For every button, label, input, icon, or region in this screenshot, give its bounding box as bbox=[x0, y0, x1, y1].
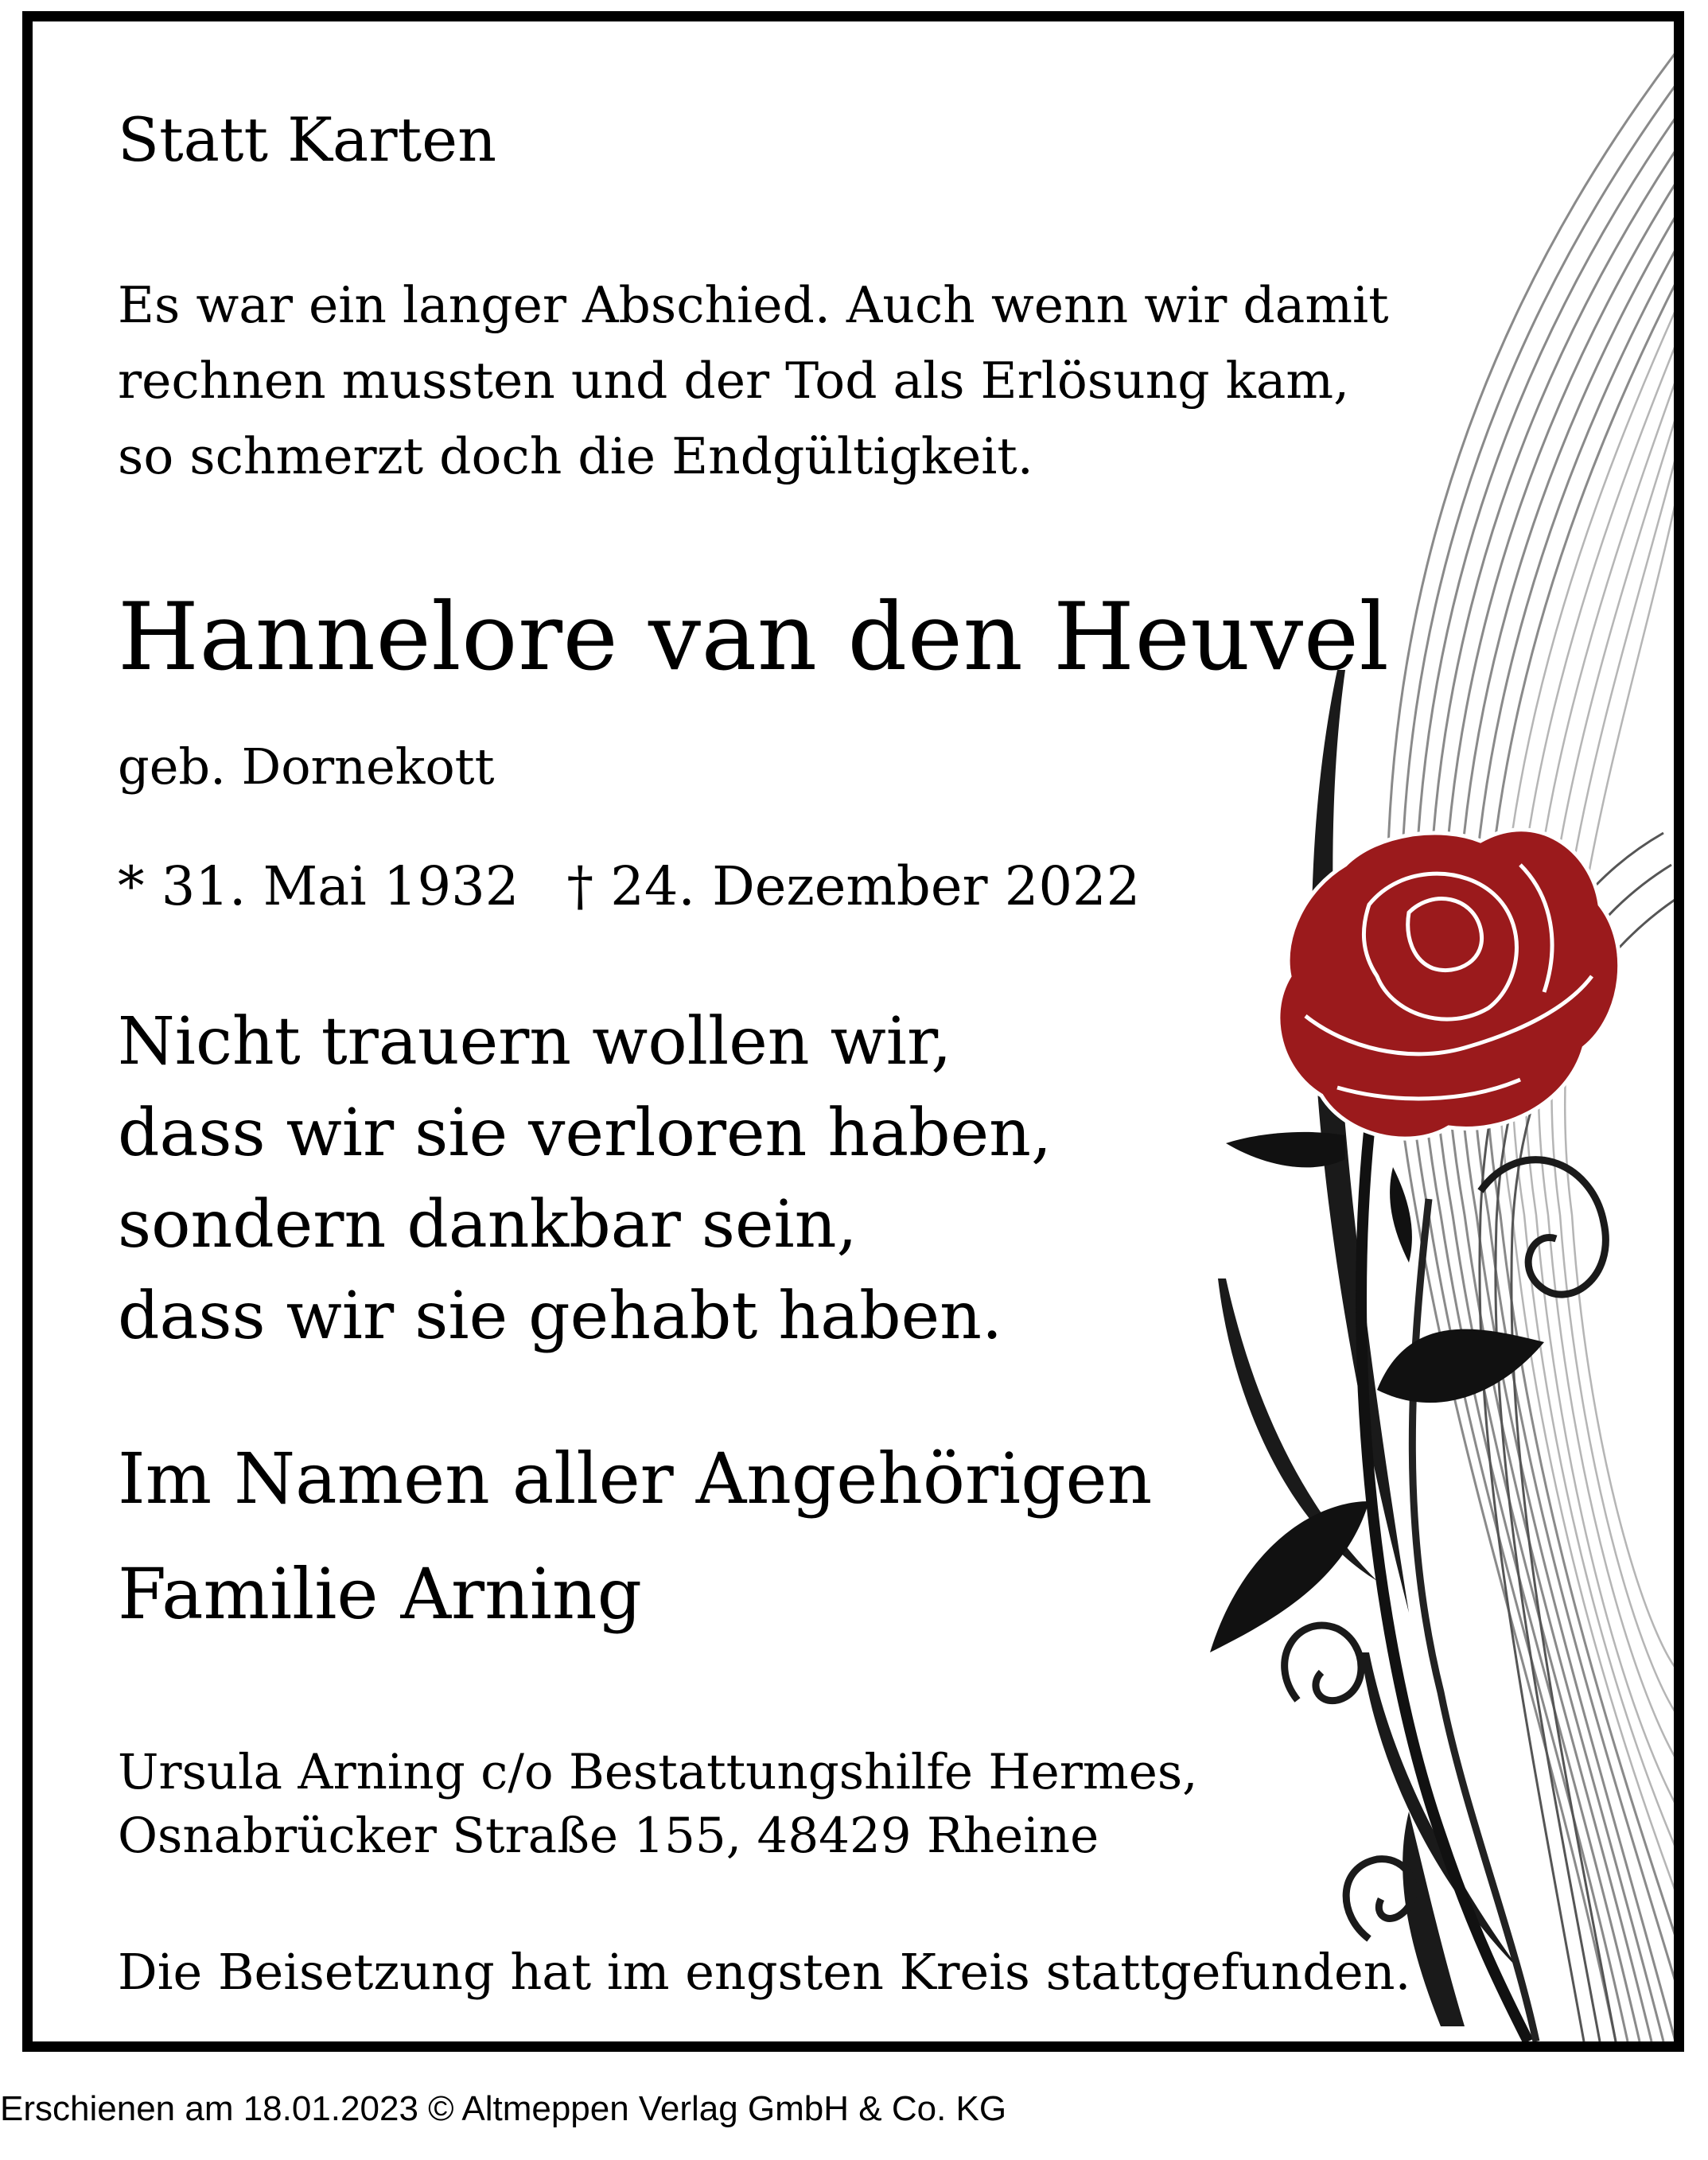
death-date: † 24. Dezember 2022 bbox=[566, 855, 1141, 917]
intro-line: so schmerzt doch die Endgültigkeit. bbox=[118, 427, 1033, 485]
poem-line: dass wir sie gehabt haben. bbox=[118, 1278, 1003, 1354]
obituary-notice bbox=[22, 11, 1684, 2052]
life-dates bbox=[118, 855, 1140, 917]
signature-line: Im Namen aller Angehörigen bbox=[118, 1438, 1153, 1520]
poem-line: dass wir sie verloren haben, bbox=[118, 1096, 1052, 1171]
intro-line: rechnen mussten und der Tod als Erlösung kam, bbox=[118, 352, 1350, 410]
publication-footer: Erschienen am 18.01.2023 © Altmeppen Verlag GmbH & Co. KG bbox=[0, 2089, 1007, 2128]
address-line: Ursula Arning c/o Bestattungshilfe Hermes, bbox=[118, 1744, 1198, 1800]
birth-date: * 31. Mai 1932 bbox=[118, 855, 519, 917]
family-name: Familie Arning bbox=[118, 1553, 642, 1635]
intro-line: Es war ein langer Abschied. Auch wenn wir damit bbox=[118, 276, 1389, 334]
maiden-name: geb. Dornekott bbox=[118, 738, 495, 796]
deceased-name: Hannelore van den Heuvel bbox=[118, 582, 1390, 691]
address-line: Osnabrücker Straße 155, 48429 Rheine bbox=[118, 1808, 1099, 1864]
notice-header: Statt Karten bbox=[118, 104, 497, 175]
burial-note: Die Beisetzung hat im engsten Kreis stattgefunden. bbox=[118, 1943, 1411, 2001]
rose-bloom bbox=[1278, 830, 1620, 1138]
poem-line: Nicht trauern wollen wir, bbox=[118, 1004, 952, 1080]
poem-line: sondern dankbar sein, bbox=[118, 1187, 858, 1263]
